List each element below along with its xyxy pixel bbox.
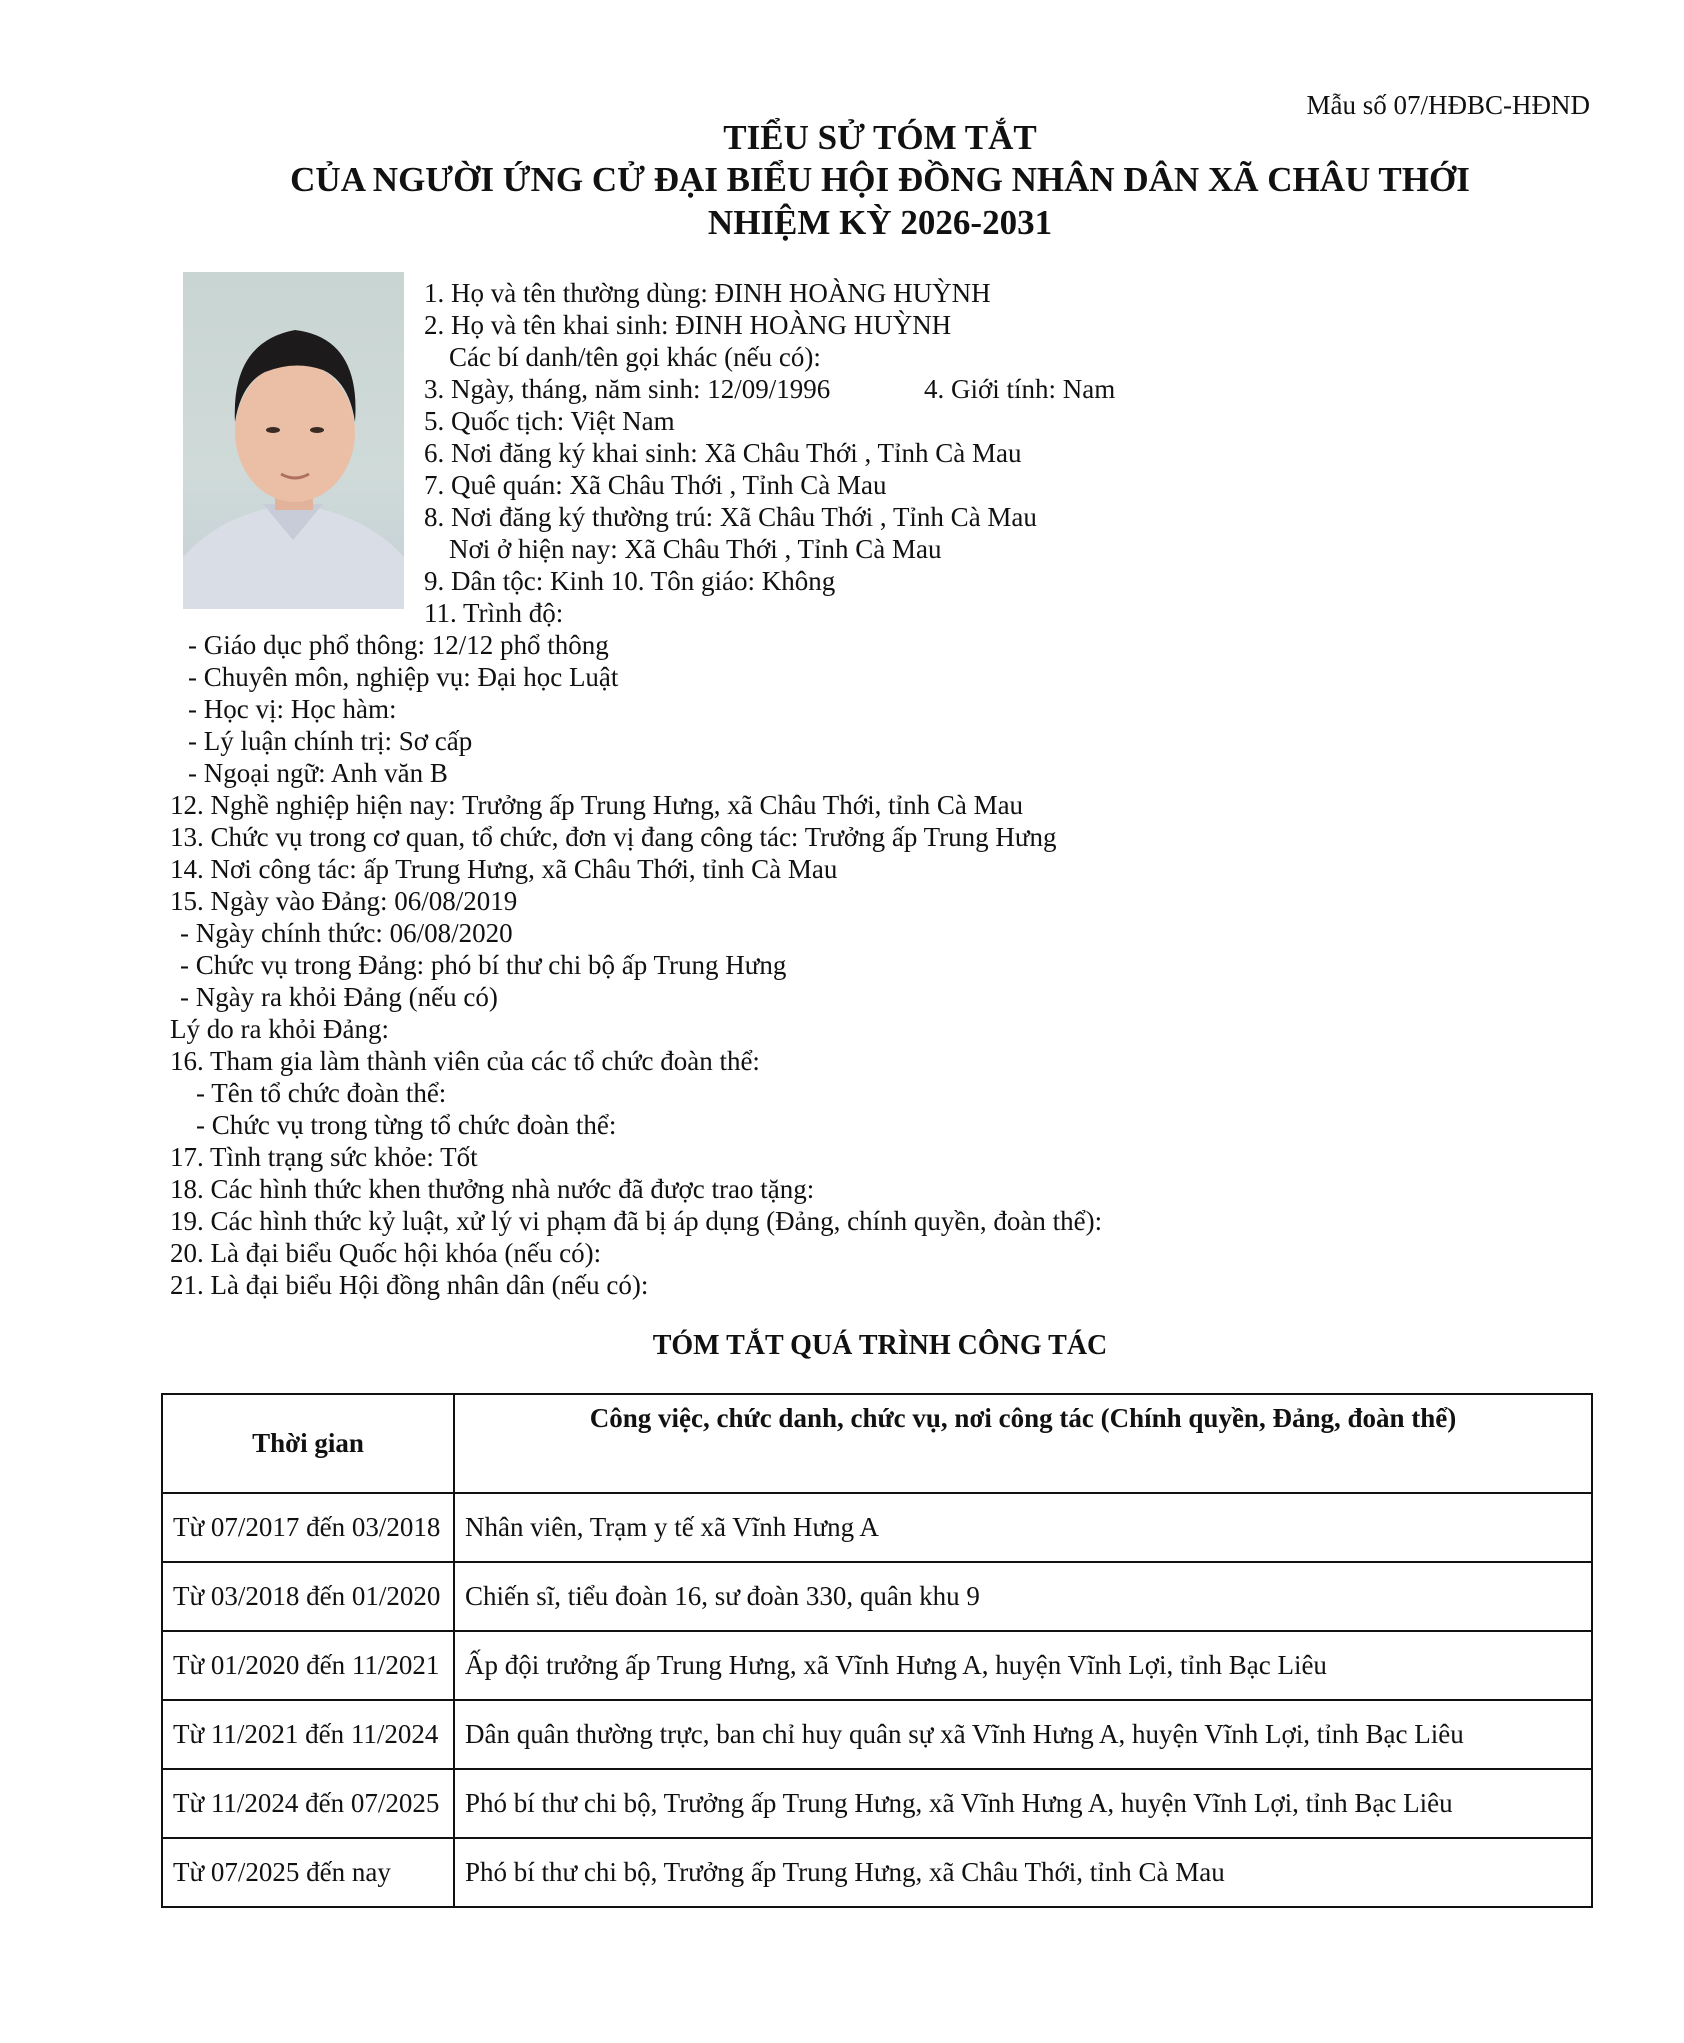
candidate-portrait-photo (183, 272, 404, 609)
gender: 4. Giới tính: Nam (924, 374, 1116, 404)
peoples-council-delegate: 21. Là đại biểu Hội đồng nhân dân (nếu có): (170, 1270, 649, 1300)
birth-registration-place: 6. Nơi đăng ký khai sinh: Xã Châu Thới , Tỉnh Cà Mau (424, 438, 1022, 468)
party-position: - Chức vụ trong Đảng: phó bí thư chi bộ ấp Trung Hưng (180, 950, 787, 980)
nationality: 5. Quốc tịch: Việt Nam (424, 406, 675, 436)
work-history-title: TÓM TẮT QUÁ TRÌNH CÔNG TÁC (652, 1330, 1108, 1361)
date-of-birth-row (424, 373, 1116, 405)
permanent-residence: 8. Nơi đăng ký thường trú: Xã Châu Thới , Tỉnh Cà Mau (424, 502, 1037, 532)
organization-membership: 16. Tham gia làm thành viên của các tổ chức đoàn thể: (170, 1046, 760, 1076)
hometown: 7. Quê quán: Xã Châu Thới , Tỉnh Cà Mau (424, 470, 887, 500)
period-cell: Từ 03/2018 đến 01/2020 (162, 1562, 454, 1631)
table-row (162, 1700, 1592, 1769)
personal-info-block (424, 277, 1116, 629)
header-period: Thời gian (162, 1394, 454, 1493)
header-position: Công việc, chức danh, chức vụ, nơi công tác (Chính quyền, Đảng, đoàn thể) (454, 1394, 1592, 1493)
form-code: Mẫu số 07/HĐBC-HĐND (1306, 90, 1590, 120)
education-block (188, 629, 618, 789)
party-leave-reason: Lý do ra khỏi Đảng: (170, 1014, 389, 1044)
work-history-table (161, 1393, 1593, 1908)
period-cell: Từ 01/2020 đến 11/2021 (162, 1631, 454, 1700)
position-cell: Dân quân thường trực, ban chỉ huy quân sự xã Vĩnh Hưng A, huyện Vĩnh Lợi, tỉnh Bạc Liêu (454, 1700, 1592, 1769)
organization-position: - Chức vụ trong từng tổ chức đoàn thể: (196, 1110, 617, 1140)
academic-degree: - Học vị: Học hàm: (188, 694, 397, 724)
position-cell: Phó bí thư chi bộ, Trưởng ấp Trung Hưng, xã Vĩnh Hưng A, huyện Vĩnh Lợi, tỉnh Bạc Liêu (454, 1769, 1592, 1838)
foreign-language: - Ngoại ngữ: Anh văn B (188, 758, 448, 788)
date-of-birth: 3. Ngày, tháng, năm sinh: 12/09/1996 (424, 374, 831, 404)
document-subtitle: CỦA NGƯỜI ỨNG CỬ ĐẠI BIỂU HỘI ĐỒNG NHÂN DÂN XÃ CHÂU THỚI (290, 160, 1470, 199)
disciplinary-actions: 19. Các hình thức kỷ luật, xử lý vi phạm đã bị áp dụng (Đảng, chính quyền, đoàn thể): (170, 1206, 1103, 1236)
term-title: NHIỆM KỲ 2026-2031 (707, 203, 1053, 242)
table-row (162, 1562, 1592, 1631)
position-cell: Nhân viên, Trạm y tế xã Vĩnh Hưng A (454, 1493, 1592, 1562)
party-official-date: - Ngày chính thức: 06/08/2020 (180, 918, 513, 948)
period-cell: Từ 11/2021 đến 11/2024 (162, 1700, 454, 1769)
health-status: 17. Tình trạng sức khỏe: Tốt (170, 1142, 478, 1172)
party-leave-date: - Ngày ra khỏi Đảng (nếu có) (180, 982, 498, 1012)
position-cell: Ấp đội trưởng ấp Trung Hưng, xã Vĩnh Hưng A, huyện Vĩnh Lợi, tỉnh Bạc Liêu (454, 1631, 1592, 1700)
position-cell: Phó bí thư chi bộ, Trưởng ấp Trung Hưng, xã Châu Thới, tỉnh Cà Mau (454, 1838, 1592, 1907)
ethnicity-religion: 9. Dân tộc: Kinh 10. Tôn giáo: Không (424, 566, 836, 596)
professional-qualification: - Chuyên môn, nghiệp vụ: Đại học Luật (188, 662, 619, 692)
table-row (162, 1769, 1592, 1838)
table-row (162, 1631, 1592, 1700)
national-assembly-delegate: 20. Là đại biểu Quốc hội khóa (nếu có): (170, 1238, 602, 1268)
position-cell: Chiến sĩ, tiểu đoàn 16, sư đoàn 330, quân khu 9 (454, 1562, 1592, 1631)
document-title: TIỂU SỬ TÓM TẮT (723, 118, 1037, 157)
party-join-date: 15. Ngày vào Đảng: 06/08/2019 (170, 886, 518, 916)
table-row (162, 1838, 1592, 1907)
political-theory: - Lý luận chính trị: Sơ cấp (188, 726, 473, 756)
period-cell: Từ 07/2025 đến nay (162, 1838, 454, 1907)
awards: 18. Các hình thức khen thưởng nhà nước đã được trao tặng: (170, 1174, 815, 1204)
period-cell: Từ 11/2024 đến 07/2025 (162, 1769, 454, 1838)
current-residence: Nơi ở hiện nay: Xã Châu Thới , Tỉnh Cà Mau (449, 534, 942, 564)
table-row (162, 1493, 1592, 1562)
aliases: Các bí danh/tên gọi khác (nếu có): (449, 342, 821, 372)
current-position: 13. Chức vụ trong cơ quan, tổ chức, đơn vị đang công tác: Trưởng ấp Trung Hưng (170, 822, 1057, 852)
workplace: 14. Nơi công tác: ấp Trung Hưng, xã Châu Thới, tỉnh Cà Mau (170, 854, 838, 884)
career-details-block (170, 789, 1102, 1301)
general-education: - Giáo dục phổ thông: 12/12 phổ thông (188, 630, 609, 660)
birth-name: 2. Họ và tên khai sinh: ĐINH HOÀNG HUỲNH (424, 310, 952, 340)
organization-name: - Tên tổ chức đoàn thể: (196, 1078, 447, 1108)
education-heading: 11. Trình độ: (424, 598, 564, 628)
period-cell: Từ 07/2017 đến 03/2018 (162, 1493, 454, 1562)
table-header-row (162, 1394, 1592, 1493)
common-name: 1. Họ và tên thường dùng: ĐINH HOÀNG HUỲNH (424, 278, 991, 308)
current-occupation: 12. Nghề nghiệp hiện nay: Trưởng ấp Trung Hưng, xã Châu Thới, tỉnh Cà Mau (170, 790, 1024, 820)
